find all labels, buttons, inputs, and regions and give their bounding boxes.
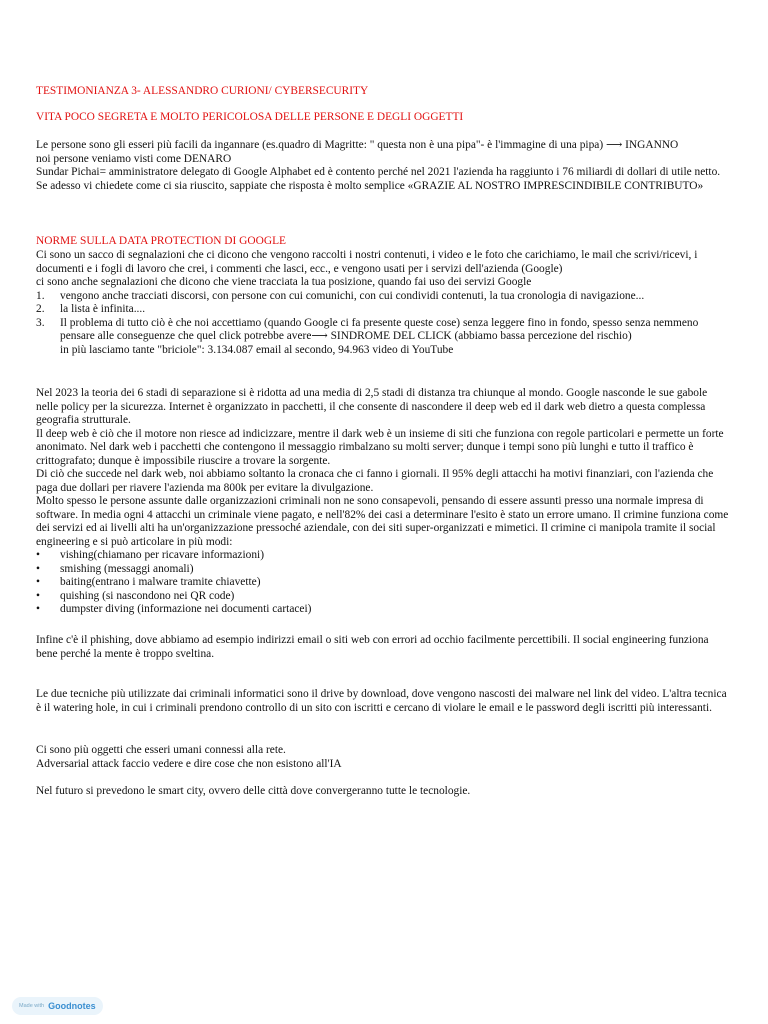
list-item xyxy=(36,590,732,604)
list-item-text: baiting(entrano i malware tramite chiavette) xyxy=(60,576,261,588)
list-item-text: dumpster diving (informazione nei documenti cartacei) xyxy=(60,603,312,615)
bullet-marker: • xyxy=(36,589,40,602)
body-section xyxy=(36,387,732,617)
norme-paragraph: ci sono anche segnalazioni che dicono che viene tracciata la tua posizione, quando fai uso dei servizi Google xyxy=(36,276,532,288)
body-paragraph: Di ciò che succede nel dark web, noi abbiamo soltanto la cronaca che ci fanno i giornali. Il 95% degli attacchi ha motivi finanziari, con l'azienda che paga due dollari per riavere l'azienda ma 800k per evitare la divulgazione. xyxy=(36,468,714,494)
norme-after-text: in più lasciamo tante "briciole": 3.134.087 email al secondo, 94.963 video di YouTube xyxy=(60,343,454,356)
goodnotes-badge[interactable] xyxy=(12,997,103,1015)
bullet-marker: • xyxy=(36,603,40,615)
bullet-marker: • xyxy=(36,549,40,561)
list-number: 3. xyxy=(36,316,45,329)
section-heading-norme: NORME SULLA DATA PROTECTION DI GOOGLE xyxy=(36,235,286,247)
body-paragraph: Nel 2023 la teoria dei 6 stadi di separazione si è ridotta ad una media di 2,5 stadi di distanza tra chiunque al mondo. Google nasconde le sue gabole nelle policy per la sicurezza. Internet è organizzato in pacchetti, il che consente di nascondere il deep web ed il dark web dietro a questa complessa geografia strutturale. xyxy=(36,387,708,426)
body-paragraph: Il deep web è ciò che il motore non riesce ad indicizzare, mentre il dark web è un insieme di siti che funziona con regole particolari e permette un forte anonimato. Nel dark web i pacchetti che contengono il messaggio rimbalzano su molti server; dunque i tempi sono più lunghi e tutto il traffico è crittografato; dunque è impossibile riuscire a trovare la sorgente. xyxy=(36,427,724,467)
list-item xyxy=(36,290,732,304)
goodnotes-logo-text: Goodnotes xyxy=(48,1001,96,1011)
list-item-text: vengono anche tracciati discorsi, con persone con cui comunichi, con cui condividi contenuti, la tua cronologia di navigazione... xyxy=(60,289,645,302)
intro-section xyxy=(36,139,732,193)
techniques-paragraph: Le due tecniche più utilizzate dai criminali informatici sono il drive by download, dove vengono nascosti dei malware nel link del video. L'altra tecnica è il watering hole, in cui i criminali prendono controllo di un sito con iscritti e cercano di violare le email e le password degli iscritti più interessanti. xyxy=(36,688,727,714)
list-item-text: quishing (si nascondono nei QR code) xyxy=(60,589,235,602)
list-number: 1. xyxy=(36,289,45,302)
list-item xyxy=(36,317,732,344)
norme-paragraph: Ci sono un sacco di segnalazioni che ci dicono che vengono raccolti i nostri contenuti, i video e le foto che carichiamo, le mail che scrivi/ricevi, i documenti e i fogli di lavoro che crei, i commenti che lasci, ecc., e vengono usati per i servizi dell'azienda (Google) xyxy=(36,249,698,275)
list-item xyxy=(36,303,732,317)
intro-paragraph: noi persone veniamo visti come DENARO xyxy=(36,152,232,165)
made-with-label: Made with xyxy=(19,1003,45,1009)
norme-section xyxy=(36,249,732,357)
phishing-paragraph: Infine c'è il phishing, dove abbiamo ad esempio indirizzi email o siti web con errori ad occhio facilmente percettibili. Il social engineering funziona bene perché la mente è troppo sveltina. xyxy=(36,634,709,660)
list-item xyxy=(36,549,732,563)
intro-paragraph: Sundar Pichai= amministratore delegato di Google Alphabet ed è contento perché nel 2021 l'azienda ha raggiunto i 76 miliardi di dollari di utile netto. Se adesso vi chiedete come ci sia riuscito, sappiate che risposta è molto semplice «GRAZIE AL NOSTRO IMPRESCINDIBILE CONTRIBUTO» xyxy=(36,166,721,192)
list-item-text: smishing (messaggi anomali) xyxy=(60,562,194,575)
objects-line: Adversarial attack faccio vedere e dire cose che non esistono all'IA xyxy=(36,757,342,770)
numbered-list xyxy=(36,290,732,344)
objects-section xyxy=(36,744,732,771)
list-item xyxy=(36,576,732,590)
intro-paragraph: Le persone sono gli esseri più facili da ingannare (es.quadro di Magritte: " questa non è una pipa"- è l'immagine di una pipa) ⟶ INGANNO xyxy=(36,139,679,151)
objects-line: Ci sono più oggetti che esseri umani connessi alla rete. xyxy=(36,744,286,756)
list-item-text: la lista è infinita.... xyxy=(60,303,146,315)
list-item xyxy=(36,603,732,617)
future-paragraph: Nel futuro si prevedono le smart city, ovvero delle città dove convergeranno tutte le tecnologie. xyxy=(36,785,471,797)
list-item-text: Il problema di tutto ciò è che noi accettiamo (quando Google ci fa presente queste cose) senza leggere fino in fondo, spesso senza nemmeno pensare alle conseguenze che quel click potrebbe avere⟶ SINDROME DEL CLICK (abbiamo bassa percezione del rischio) xyxy=(60,316,699,342)
bullet-marker: • xyxy=(36,562,40,575)
bullet-list xyxy=(36,549,732,617)
document-title: TESTIMONIANZA 3- ALESSANDRO CURIONI/ CYBERSECURITY xyxy=(36,85,369,97)
list-number: 2. xyxy=(36,303,45,315)
list-item-text: vishing(chiamano per ricavare informazioni) xyxy=(60,549,264,561)
list-item xyxy=(36,563,732,577)
body-paragraph: Molto spesso le persone assunte dalle organizzazioni criminali non ne sono consapevoli, pensando di essere assunti presso una normale impresa di software. In media ogni 4 attacchi un criminale viene pagato, e nell'82% dei casi a determinare l'esito è stato un errore umano. Il crimine funziona come dei servizi ed ai livelli alti ha un'organizzazione pressoché aziendale, con dei siti super-organizzati e mimetici. Il crimine ci manipola tramite il social engineering e si può articolare in più modi: xyxy=(36,495,729,548)
bullet-marker: • xyxy=(36,576,40,588)
document-subtitle: VITA POCO SEGRETA E MOLTO PERICOLOSA DELLE PERSONE E DEGLI OGGETTI xyxy=(36,111,464,123)
